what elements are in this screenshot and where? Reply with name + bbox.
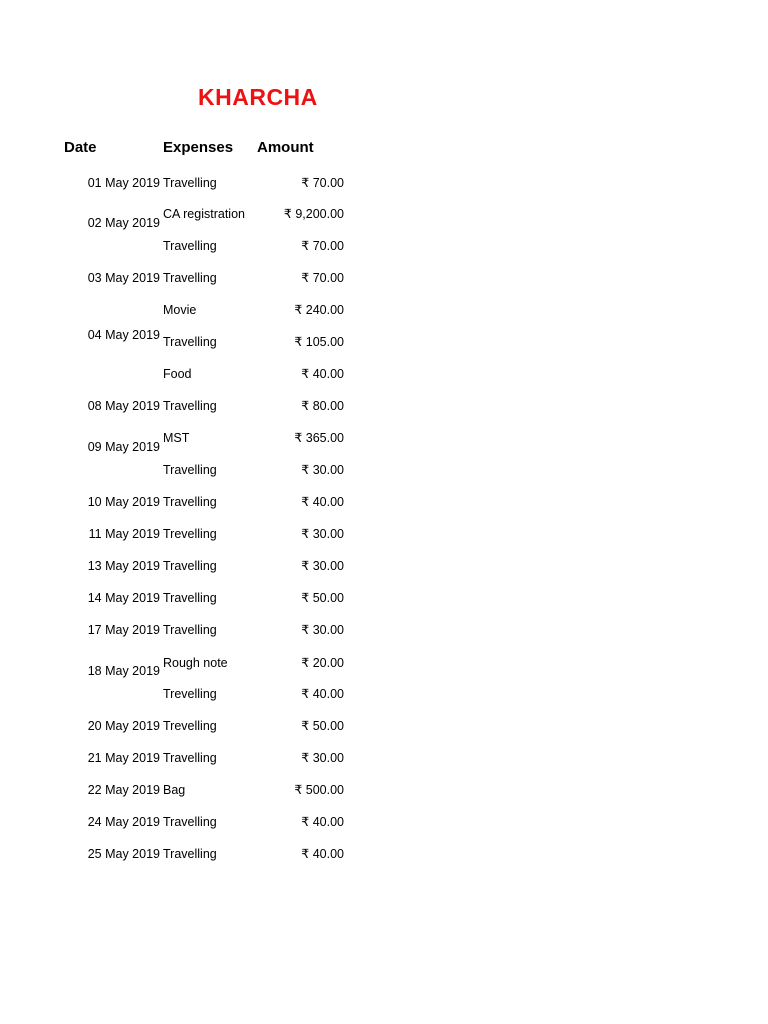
amount-cell: ₹ 40.00	[301, 847, 344, 861]
expense-cell: Travelling	[163, 463, 217, 477]
date-cell: 09 May 2019	[87, 440, 160, 454]
expense-cell: Movie	[163, 303, 197, 317]
date-cell: 14 May 2019	[87, 591, 160, 605]
expense-cell: Trevelling	[163, 687, 217, 701]
column-header-expenses: Expenses	[163, 139, 234, 156]
amount-cell: ₹ 50.00	[301, 719, 344, 733]
expense-cell: Travelling	[163, 847, 217, 861]
amount-cell: ₹ 40.00	[301, 687, 344, 701]
expense-cell: Trevelling	[163, 719, 217, 733]
amount-cell: ₹ 9,200.00	[283, 207, 344, 221]
amount-cell: ₹ 70.00	[301, 239, 344, 253]
expense-cell: Travelling	[163, 751, 217, 765]
expense-cell: Travelling	[163, 176, 217, 190]
date-cell: 02 May 2019	[87, 216, 160, 230]
amount-cell: ₹ 365.00	[294, 431, 344, 445]
amount-cell: ₹ 40.00	[301, 367, 344, 381]
date-cell: 25 May 2019	[87, 847, 160, 861]
date-cell: 13 May 2019	[87, 559, 160, 573]
expense-cell: Travelling	[163, 815, 217, 829]
amount-cell: ₹ 30.00	[301, 463, 344, 477]
column-header-amount: Amount	[257, 139, 314, 156]
amount-cell: ₹ 50.00	[301, 591, 344, 605]
date-cell: 20 May 2019	[87, 719, 160, 733]
amount-cell: ₹ 30.00	[301, 527, 344, 541]
date-cell: 22 May 2019	[87, 783, 160, 797]
expense-cell: MST	[163, 431, 190, 445]
expense-cell: Travelling	[163, 271, 217, 285]
expense-cell: CA registration	[163, 207, 245, 221]
expense-cell: Food	[163, 367, 192, 381]
expense-cell: Rough note	[163, 656, 228, 670]
amount-cell: ₹ 70.00	[301, 271, 344, 285]
amount-cell: ₹ 30.00	[301, 559, 344, 573]
amount-cell: ₹ 30.00	[301, 751, 344, 765]
expense-cell: Travelling	[163, 559, 217, 573]
amount-cell: ₹ 105.00	[294, 335, 344, 349]
amount-cell: ₹ 20.00	[301, 656, 344, 670]
expense-cell: Trevelling	[163, 527, 217, 541]
amount-cell: ₹ 500.00	[294, 783, 344, 797]
amount-cell: ₹ 70.00	[301, 176, 344, 190]
date-cell: 10 May 2019	[87, 495, 160, 509]
date-cell: 01 May 2019	[87, 176, 160, 190]
expense-cell: Bag	[163, 783, 186, 797]
date-cell: 18 May 2019	[87, 664, 160, 678]
date-cell: 04 May 2019	[87, 328, 160, 342]
amount-cell: ₹ 240.00	[294, 303, 344, 317]
column-header-date: Date	[64, 139, 97, 156]
date-cell: 21 May 2019	[87, 751, 160, 765]
expense-cell: Travelling	[163, 399, 217, 413]
expense-cell: Travelling	[163, 623, 217, 637]
page-title: KHARCHA	[198, 84, 318, 110]
amount-cell: ₹ 40.00	[301, 815, 344, 829]
expense-cell: Travelling	[163, 239, 217, 253]
date-cell: 03 May 2019	[87, 271, 160, 285]
date-cell: 08 May 2019	[87, 399, 160, 413]
expense-cell: Travelling	[163, 335, 217, 349]
amount-cell: ₹ 30.00	[301, 623, 344, 637]
expense-cell: Travelling	[163, 591, 217, 605]
amount-cell: ₹ 80.00	[301, 399, 344, 413]
expense-cell: Travelling	[163, 495, 217, 509]
date-cell: 17 May 2019	[87, 623, 160, 637]
date-cell: 11 May 2019	[88, 527, 160, 541]
amount-cell: ₹ 40.00	[301, 495, 344, 509]
date-cell: 24 May 2019	[87, 815, 160, 829]
